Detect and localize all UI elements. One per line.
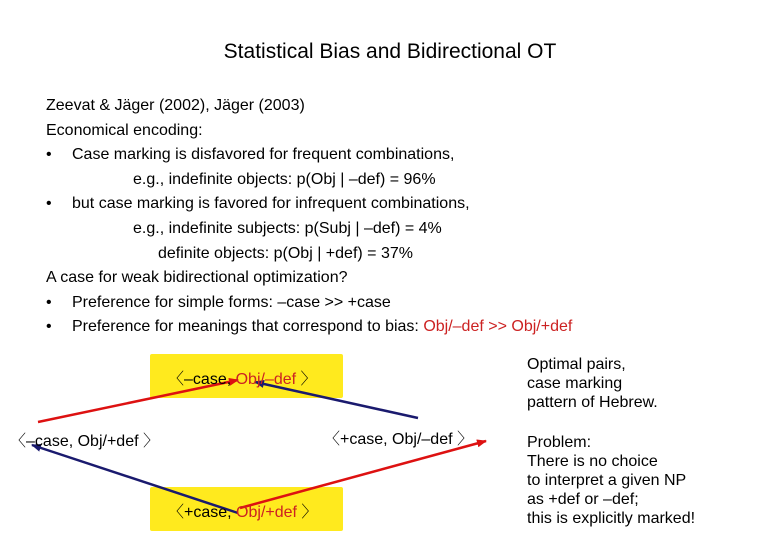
pair-meaning: Obj/–def [235,371,297,388]
text-line: Economical encoding: [46,121,203,139]
note-line: to interpret a given NP [527,472,687,489]
text-line: e.g., indefinite subjects: p(Subj | –def) = 4% [133,219,442,237]
pair-form: –case, Obj/+def [26,433,139,450]
bracket-close: 〉 [296,504,318,521]
bracket-close: 〉 [452,431,473,448]
note-line: case marking [527,375,623,392]
note-line: Problem: [527,434,592,451]
bias-ranking: Obj/–def >> Obj/+def [423,318,573,336]
note-line: this is explicitly marked! [527,510,696,527]
bracket-open: 〈 [324,431,341,448]
pair-form: +case, Obj/–def [340,431,453,448]
pair-form: –case, [184,371,236,388]
bracket-close: 〉 [138,433,159,450]
note-line: pattern of Hebrew. [527,394,658,411]
note-line: as +def or –def; [527,491,639,508]
text-line: e.g., indefinite objects: p(Obj | –def) = 96% [133,170,436,188]
bullet: • [46,318,52,336]
arrow-bottom-to-right [240,441,486,508]
bracket-close: 〉 [296,371,317,388]
text-line: A case for weak bidirectional optimization? [46,269,348,287]
note-problem [527,433,695,528]
pair-left [10,428,159,451]
bullet: • [46,146,52,164]
bracket-open: 〈 [10,433,27,450]
bullet-text: Preference for simple forms: –case >> +case [72,293,391,311]
slide-title: Statistical Bias and Bidirectional OT [223,40,557,63]
note-line: Optimal pairs, [527,356,626,373]
pair-top [168,366,317,389]
bullet-text: but case marking is favored for infrequent combinations, [72,195,470,213]
bracket-open: 〈 [168,371,185,388]
bullet-text: Case marking is disfavored for frequent combinations, [72,146,455,164]
pair-right [324,426,473,449]
text-line: definite objects: p(Obj | +def) = 37% [158,244,413,262]
pair-form: +case, [184,504,237,521]
note-optimal-pairs [527,355,658,412]
note-line: There is no choice [527,453,658,470]
bullet: • [46,195,52,213]
bullet-text: Preference for meanings that correspond to bias: [72,318,424,336]
bullet: • [46,293,52,311]
pair-meaning: Obj/+def [236,504,297,521]
text-line: Zeevat & Jäger (2002), Jäger (2003) [46,97,305,114]
pair-bottom [168,499,317,522]
bracket-open: 〈 [168,504,185,521]
